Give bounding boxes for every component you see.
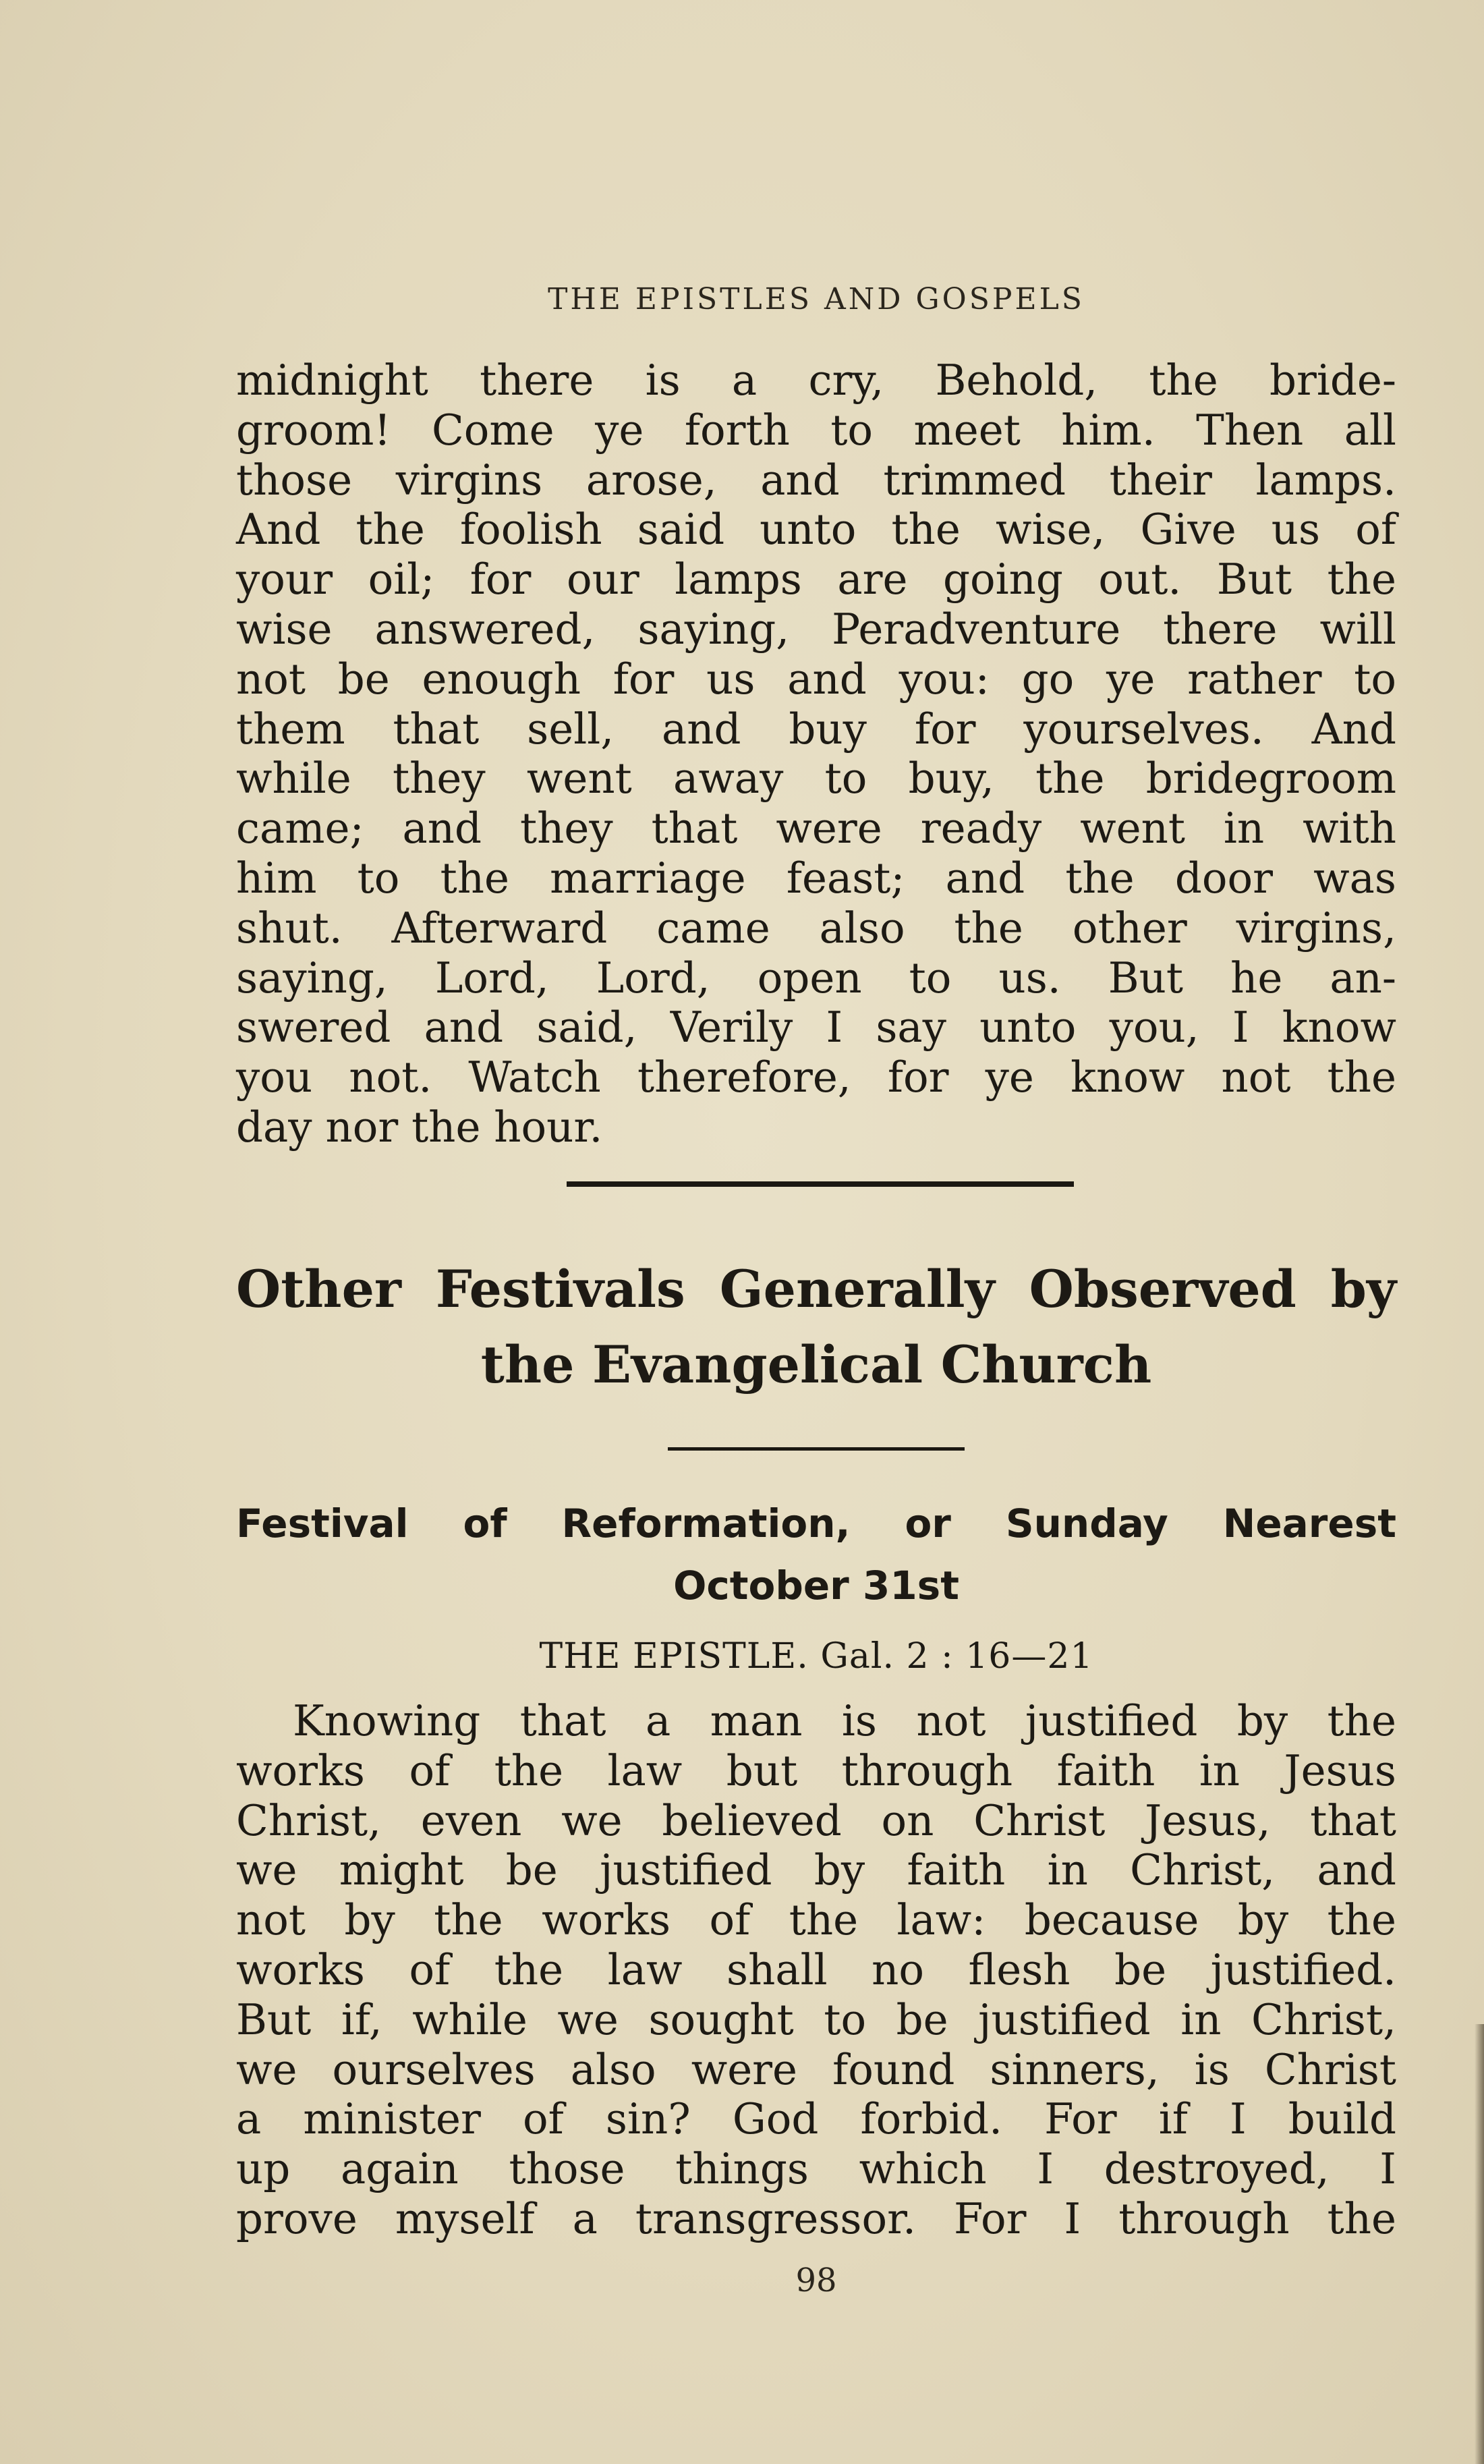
section-title [236, 1252, 1396, 1403]
epistle-line: works of the law but through faith in Jesus [236, 1745, 1396, 1795]
epistle-line: a minister of sin? God forbid. For if I build [236, 2094, 1396, 2144]
epistle-line: up again those things which I destroyed, I [236, 2144, 1396, 2194]
gospel-line: him to the marriage feast; and the door was [236, 853, 1396, 903]
section-divider-rule [567, 1181, 1074, 1187]
epistle-line: But if, while we sought to be justified in Christ, [236, 1994, 1396, 2044]
gospel-line: shut. Afterward came also the other virgins, [236, 903, 1396, 953]
epistle-line: we ourselves also were found sinners, is Christ [236, 2044, 1396, 2094]
epistle-line: Christ, even we believed on Christ Jesus, that [236, 1795, 1396, 1845]
epistle-reference: THE EPISTLE. Gal. 2 : 16—21 [539, 1636, 1093, 1677]
festival-heading [236, 1492, 1396, 1617]
epistle-line: prove myself a transgressor. For I through the [236, 2193, 1396, 2243]
gospel-line: not be enough for us and you: go ye rather to [236, 654, 1396, 704]
gospel-line: swered and said, Verily I say unto you, I know [236, 1003, 1396, 1053]
gospel-line: came; and they that were ready went in with [236, 804, 1396, 853]
epistle-text [236, 1696, 1396, 2244]
gospel-continuation [236, 356, 1396, 1152]
festival-heading-line: Festival of Reformation, or Sunday Nearest [236, 1501, 1396, 1546]
subsection-divider-rule [668, 1447, 965, 1451]
festival-heading-line: October 31st [673, 1563, 959, 1608]
gospel-line: you not. Watch therefore, for ye know not the [236, 1053, 1396, 1102]
gospel-line: groom! Come ye forth to meet him. Then all [236, 405, 1396, 455]
epistle-line: we might be justified by faith in Christ, and [236, 1845, 1396, 1895]
section-title-line: the Evangelical Church [480, 1335, 1152, 1395]
gospel-line: And the foolish said unto the wise, Give us of [236, 505, 1396, 555]
gospel-line: your oil; for our lamps are going out. But the [236, 555, 1396, 605]
epistle-line: Knowing that a man is not justified by the [293, 1696, 1396, 1745]
gospel-line: midnight there is a cry, Behold, the bride- [236, 356, 1396, 405]
page-edge-shadow [1475, 2024, 1484, 2464]
gospel-line: day nor the hour. [236, 1102, 603, 1152]
gospel-line: those virgins arose, and trimmed their lamps. [236, 455, 1396, 505]
epistle-line: works of the law shall no flesh be justified. [236, 1944, 1396, 1994]
section-title-line: Other Festivals Generally Observed by [236, 1259, 1396, 1319]
running-head: THE EPISTLES AND GOSPELS [548, 282, 1085, 316]
gospel-line: while they went away to buy, the bridegroom [236, 754, 1396, 804]
gospel-line: saying, Lord, Lord, open to us. But he an- [236, 953, 1396, 1003]
gospel-line: them that sell, and buy for yourselves. And [236, 704, 1396, 754]
gospel-line: wise answered, saying, Peradventure there will [236, 604, 1396, 654]
page-number: 98 [795, 2262, 837, 2299]
epistle-line: not by the works of the law: because by the [236, 1895, 1396, 1945]
